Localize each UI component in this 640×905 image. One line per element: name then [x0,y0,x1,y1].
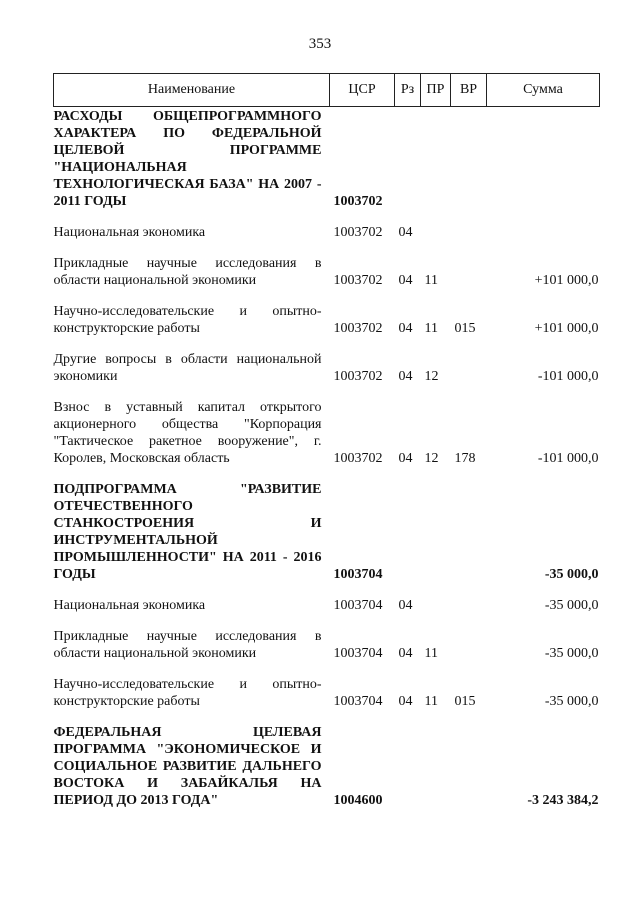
row-rz [395,710,421,809]
row-rz [395,467,421,583]
row-rz: 04 [398,321,413,336]
row-name: РАСХОДЫ ОБЩЕПРОГРАММНОГО ХАРАКТЕРА ПО ФЕДЕРАЛЬНОЙ ЦЕЛЕВОЙ ПРОГРАММЕ "НАЦИОНАЛЬНАЯ ТЕХНОЛОГИЧЕСКАЯ БАЗА" НА 2007 - 2011 ГОДЫ [53,109,322,209]
row-name: Прикладные научные исследования в области национальной экономики [53,256,322,288]
row-csr: 1003702 [333,194,383,209]
row-pr: 11 [424,321,438,336]
row-pr [421,210,451,241]
row-sum: -35 000,0 [544,694,599,709]
row-pr [421,710,451,809]
row-sum: +101 000,0 [534,273,599,288]
row-sum: +101 000,0 [534,321,599,336]
row-name: Научно-исследовательские и опытно-конструкторские работы [53,677,322,709]
table-row [54,107,600,211]
table-row [54,662,600,710]
row-pr: 11 [424,646,438,661]
row-sum: -3 243 384,2 [527,793,599,808]
row-pr: 12 [424,369,439,384]
table-row [54,337,600,385]
table-header-row [54,74,600,107]
row-pr: 11 [424,273,438,288]
table-row [54,710,600,809]
row-name: ФЕДЕРАЛЬНАЯ ЦЕЛЕВАЯ ПРОГРАММА "ЭКОНОМИЧЕСКОЕ И СОЦИАЛЬНОЕ РАЗВИТИЕ ДАЛЬНЕГО ВОСТОКА И ЗАБАЙКАЛЬЯ НА ПЕРИОД ДО 2013 ГОДА" [53,725,322,808]
row-csr: 1003702 [333,321,383,336]
row-vr: 015 [454,694,476,709]
row-csr: 1003702 [333,451,383,466]
row-csr: 1003702 [333,225,383,240]
row-vr [451,614,487,662]
row-name: Взнос в уставный капитал открытого акционерного общества "Корпорация "Тактическое ракетное вооружение", г. Королев, Московская область [53,400,322,466]
row-vr: 015 [454,321,476,336]
row-vr [451,241,487,289]
row-vr: 178 [454,451,476,466]
row-sum: -35 000,0 [544,567,599,582]
row-sum: -101 000,0 [537,451,599,466]
row-sum: -35 000,0 [544,646,599,661]
row-name: Научно-исследовательские и опытно-конструкторские работы [53,304,322,336]
table-row [54,210,600,241]
row-rz: 04 [398,369,413,384]
row-csr: 1003704 [333,598,383,613]
budget-table [53,73,600,809]
row-vr [451,210,487,241]
table-row [54,385,600,467]
table-row [54,241,600,289]
table-row [54,614,600,662]
row-name: ПОДПРОГРАММА "РАЗВИТИЕ ОТЕЧЕСТВЕННОГО СТАНКОСТРОЕНИЯ И ИНСТРУМЕНТАЛЬНОЙ ПРОМЫШЛЕННОСТИ" НА 2011 - 2016 ГОДЫ [53,482,322,582]
row-rz [395,107,421,211]
row-vr [451,710,487,809]
row-vr [451,107,487,211]
row-vr [451,467,487,583]
row-name: Прикладные научные исследования в области национальной экономики [53,629,322,661]
row-pr: 11 [424,694,438,709]
header-sum: Сумма [487,74,600,107]
row-rz: 04 [398,694,413,709]
row-csr: 1003702 [333,273,383,288]
row-name: Национальная экономика [53,598,206,613]
header-vr: ВР [451,74,487,107]
header-csr: ЦСР [330,74,395,107]
row-csr: 1003704 [333,694,383,709]
row-sum [487,210,600,241]
row-csr: 1004600 [333,793,383,808]
table-row [54,467,600,583]
header-pr: ПР [421,74,451,107]
row-csr: 1003702 [333,369,383,384]
header-name: Наименование [54,74,330,107]
page-number: 353 [308,36,332,52]
row-pr [421,467,451,583]
row-rz: 04 [398,598,413,613]
row-pr [421,583,451,614]
row-rz: 04 [398,273,413,288]
row-name: Национальная экономика [53,225,206,240]
row-vr [451,337,487,385]
row-pr [421,107,451,211]
row-vr [451,583,487,614]
row-sum: -35 000,0 [544,598,599,613]
row-csr: 1003704 [333,646,383,661]
row-sum [487,107,600,211]
row-pr: 12 [424,451,439,466]
table-row [54,583,600,614]
row-rz: 04 [398,646,413,661]
table-row [54,289,600,337]
row-name: Другие вопросы в области национальной экономики [53,352,322,384]
row-sum: -101 000,0 [537,369,599,384]
row-rz: 04 [398,451,413,466]
row-rz: 04 [398,225,413,240]
header-rz: Рз [395,74,421,107]
row-csr: 1003704 [333,567,383,582]
